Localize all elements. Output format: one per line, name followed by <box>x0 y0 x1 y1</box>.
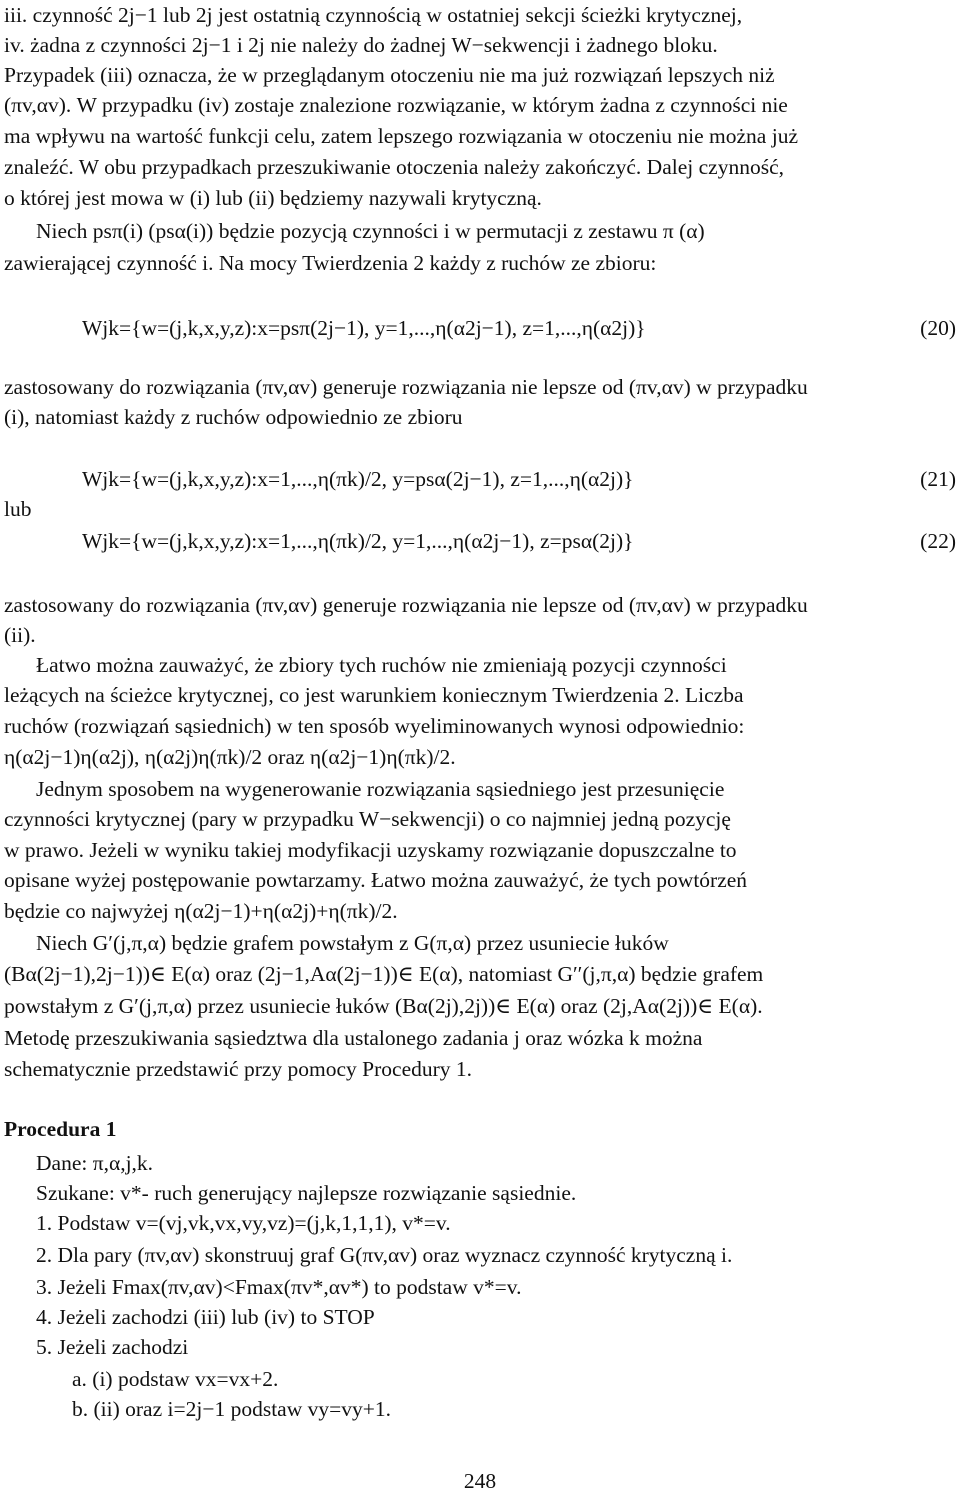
text-line: Niech psπ(i) (psα(i)) będzie pozycją czynności i w permutacji z zestawu π (α) <box>36 219 705 243</box>
equation-number: (20) <box>920 316 956 340</box>
text-line: znaleźć. W obu przypadkach przeszukiwanie otoczenia należy zakończyć. Dalej czynność, <box>4 155 784 179</box>
text-line: leżących na ścieżce krytycznej, co jest warunkiem koniecznym Twierdzenia 2. Liczba <box>4 683 744 707</box>
text-line: schematycznie przedstawić przy pomocy Procedury 1. <box>4 1057 473 1081</box>
procedure-line: 4. Jeżeli zachodzi (iii) lub (iv) to STOP <box>36 1305 375 1329</box>
equation-formula: Wjk={w=(j,k,x,y,z):x=1,...,η(πk)/2, y=psα(2j−1), z=1,...,η(α2j)} <box>82 467 634 491</box>
lub-label: lub <box>4 497 32 521</box>
text-line: η(α2j−1)η(α2j), η(α2j)η(πk)/2 oraz η(α2j−1)η(πk)/2. <box>4 745 456 769</box>
text-line: iv. żadna z czynności 2j−1 i 2j nie należy do żadnej W−sekwencji i żadnego bloku. <box>4 33 718 57</box>
equation-formula: Wjk={w=(j,k,x,y,z):x=psπ(2j−1), y=1,...,η(α2j−1), z=1,...,η(α2j)} <box>82 316 646 340</box>
text-line: zastosowany do rozwiązania (πv,αv) generuje rozwiązania nie lepsze od (πv,αv) w przypadku <box>4 375 808 399</box>
text-line: Łatwo można zauważyć, że zbiory tych ruchów nie zmieniają pozycji czynności <box>36 653 727 677</box>
procedure-line: 2. Dla pary (πv,αv) skonstruuj graf G(πv,αv) oraz wyznacz czynność krytyczną i. <box>36 1243 733 1267</box>
text-line: Niech G′(j,π,α) będzie grafem powstałym z G(π,α) przez usuniecie łuków <box>36 931 669 955</box>
text-line: ma wpływu na wartość funkcji celu, zatem lepszego rozwiązania w otoczeniu nie można już <box>4 124 798 148</box>
text-line: powstałym z G′(j,π,α) przez usuniecie łuków (Bα(2j),2j))∈ E(α) oraz (2j,Aα(2j))∈ E(α). <box>4 994 763 1018</box>
text-line: Jednym sposobem na wygenerowanie rozwiązania sąsiedniego jest przesunięcie <box>36 777 725 801</box>
text-line: (i), natomiast każdy z ruchów odpowiednio ze zbioru <box>4 405 463 429</box>
text-line: Przypadek (iii) oznacza, że w przeglądanym otoczeniu nie ma już rozwiązań lepszych niż <box>4 63 775 87</box>
text-line: Metodę przeszukiwania sąsiedztwa dla ustalonego zadania j oraz wózka k można <box>4 1026 703 1050</box>
text-line: opisane wyżej postępowanie powtarzamy. Łatwo można zauważyć, że tych powtórzeń <box>4 868 748 892</box>
text-line: będzie co najwyżej η(α2j−1)+η(α2j)+η(πk)/2. <box>4 899 398 923</box>
procedure-line: 1. Podstaw v=(vj,vk,vx,vy,vz)=(j,k,1,1,1), v*=v. <box>36 1211 451 1235</box>
text-line: iii. czynność 2j−1 lub 2j jest ostatnią czynnością w ostatniej sekcji ścieżki krytycznej, <box>4 3 743 27</box>
text-line: czynności krytycznej (pary w przypadku W−sekwencji) o co najmniej jedną pozycję <box>4 807 731 831</box>
procedure-line: Szukane: v*- ruch generujący najlepsze rozwiązanie sąsiednie. <box>36 1181 577 1205</box>
equation-number: (21) <box>920 467 956 491</box>
page-number: 248 <box>463 1469 497 1493</box>
text-line: (Bα(2j−1),2j−1))∈ E(α) oraz (2j−1,Aα(2j−1))∈ E(α), natomiast G′′(j,π,α) będzie grafem <box>4 962 764 986</box>
procedure-line: Dane: π,α,j,k. <box>36 1151 154 1175</box>
text-line: zastosowany do rozwiązania (πv,αv) generuje rozwiązania nie lepsze od (πv,αv) w przypadku <box>4 593 808 617</box>
equation-formula: Wjk={w=(j,k,x,y,z):x=1,...,η(πk)/2, y=1,...,η(α2j−1), z=psα(2j)} <box>82 529 634 553</box>
text-line: w prawo. Jeżeli w wyniku takiej modyfikacji uzyskamy rozwiązanie dopuszczalne to <box>4 838 737 862</box>
procedure-line: 5. Jeżeli zachodzi <box>36 1335 189 1359</box>
equation-number: (22) <box>920 529 956 553</box>
text-line: ruchów (rozwiązań sąsiednich) w ten sposób wyeliminowanych wynosi odpowiednio: <box>4 714 745 738</box>
text-line: (ii). <box>4 623 36 647</box>
text-line: o której jest mowa w (i) lub (ii) będziemy nazywali krytyczną. <box>4 186 542 210</box>
procedure-line: a. (i) podstaw vx=vx+2. <box>72 1367 279 1391</box>
procedure-line: 3. Jeżeli Fmax(πv,αv)<Fmax(πv*,αv*) to podstaw v*=v. <box>36 1275 522 1299</box>
text-line: (πv,αv). W przypadku (iv) zostaje znalezione rozwiązanie, w którym żadna z czynności nie <box>4 93 788 117</box>
procedure-title: Procedura 1 <box>4 1117 117 1141</box>
text-line: zawierającej czynność i. Na mocy Twierdzenia 2 każdy z ruchów ze zbioru: <box>4 251 657 275</box>
procedure-line: b. (ii) oraz i=2j−1 podstaw vy=vy+1. <box>72 1397 391 1421</box>
